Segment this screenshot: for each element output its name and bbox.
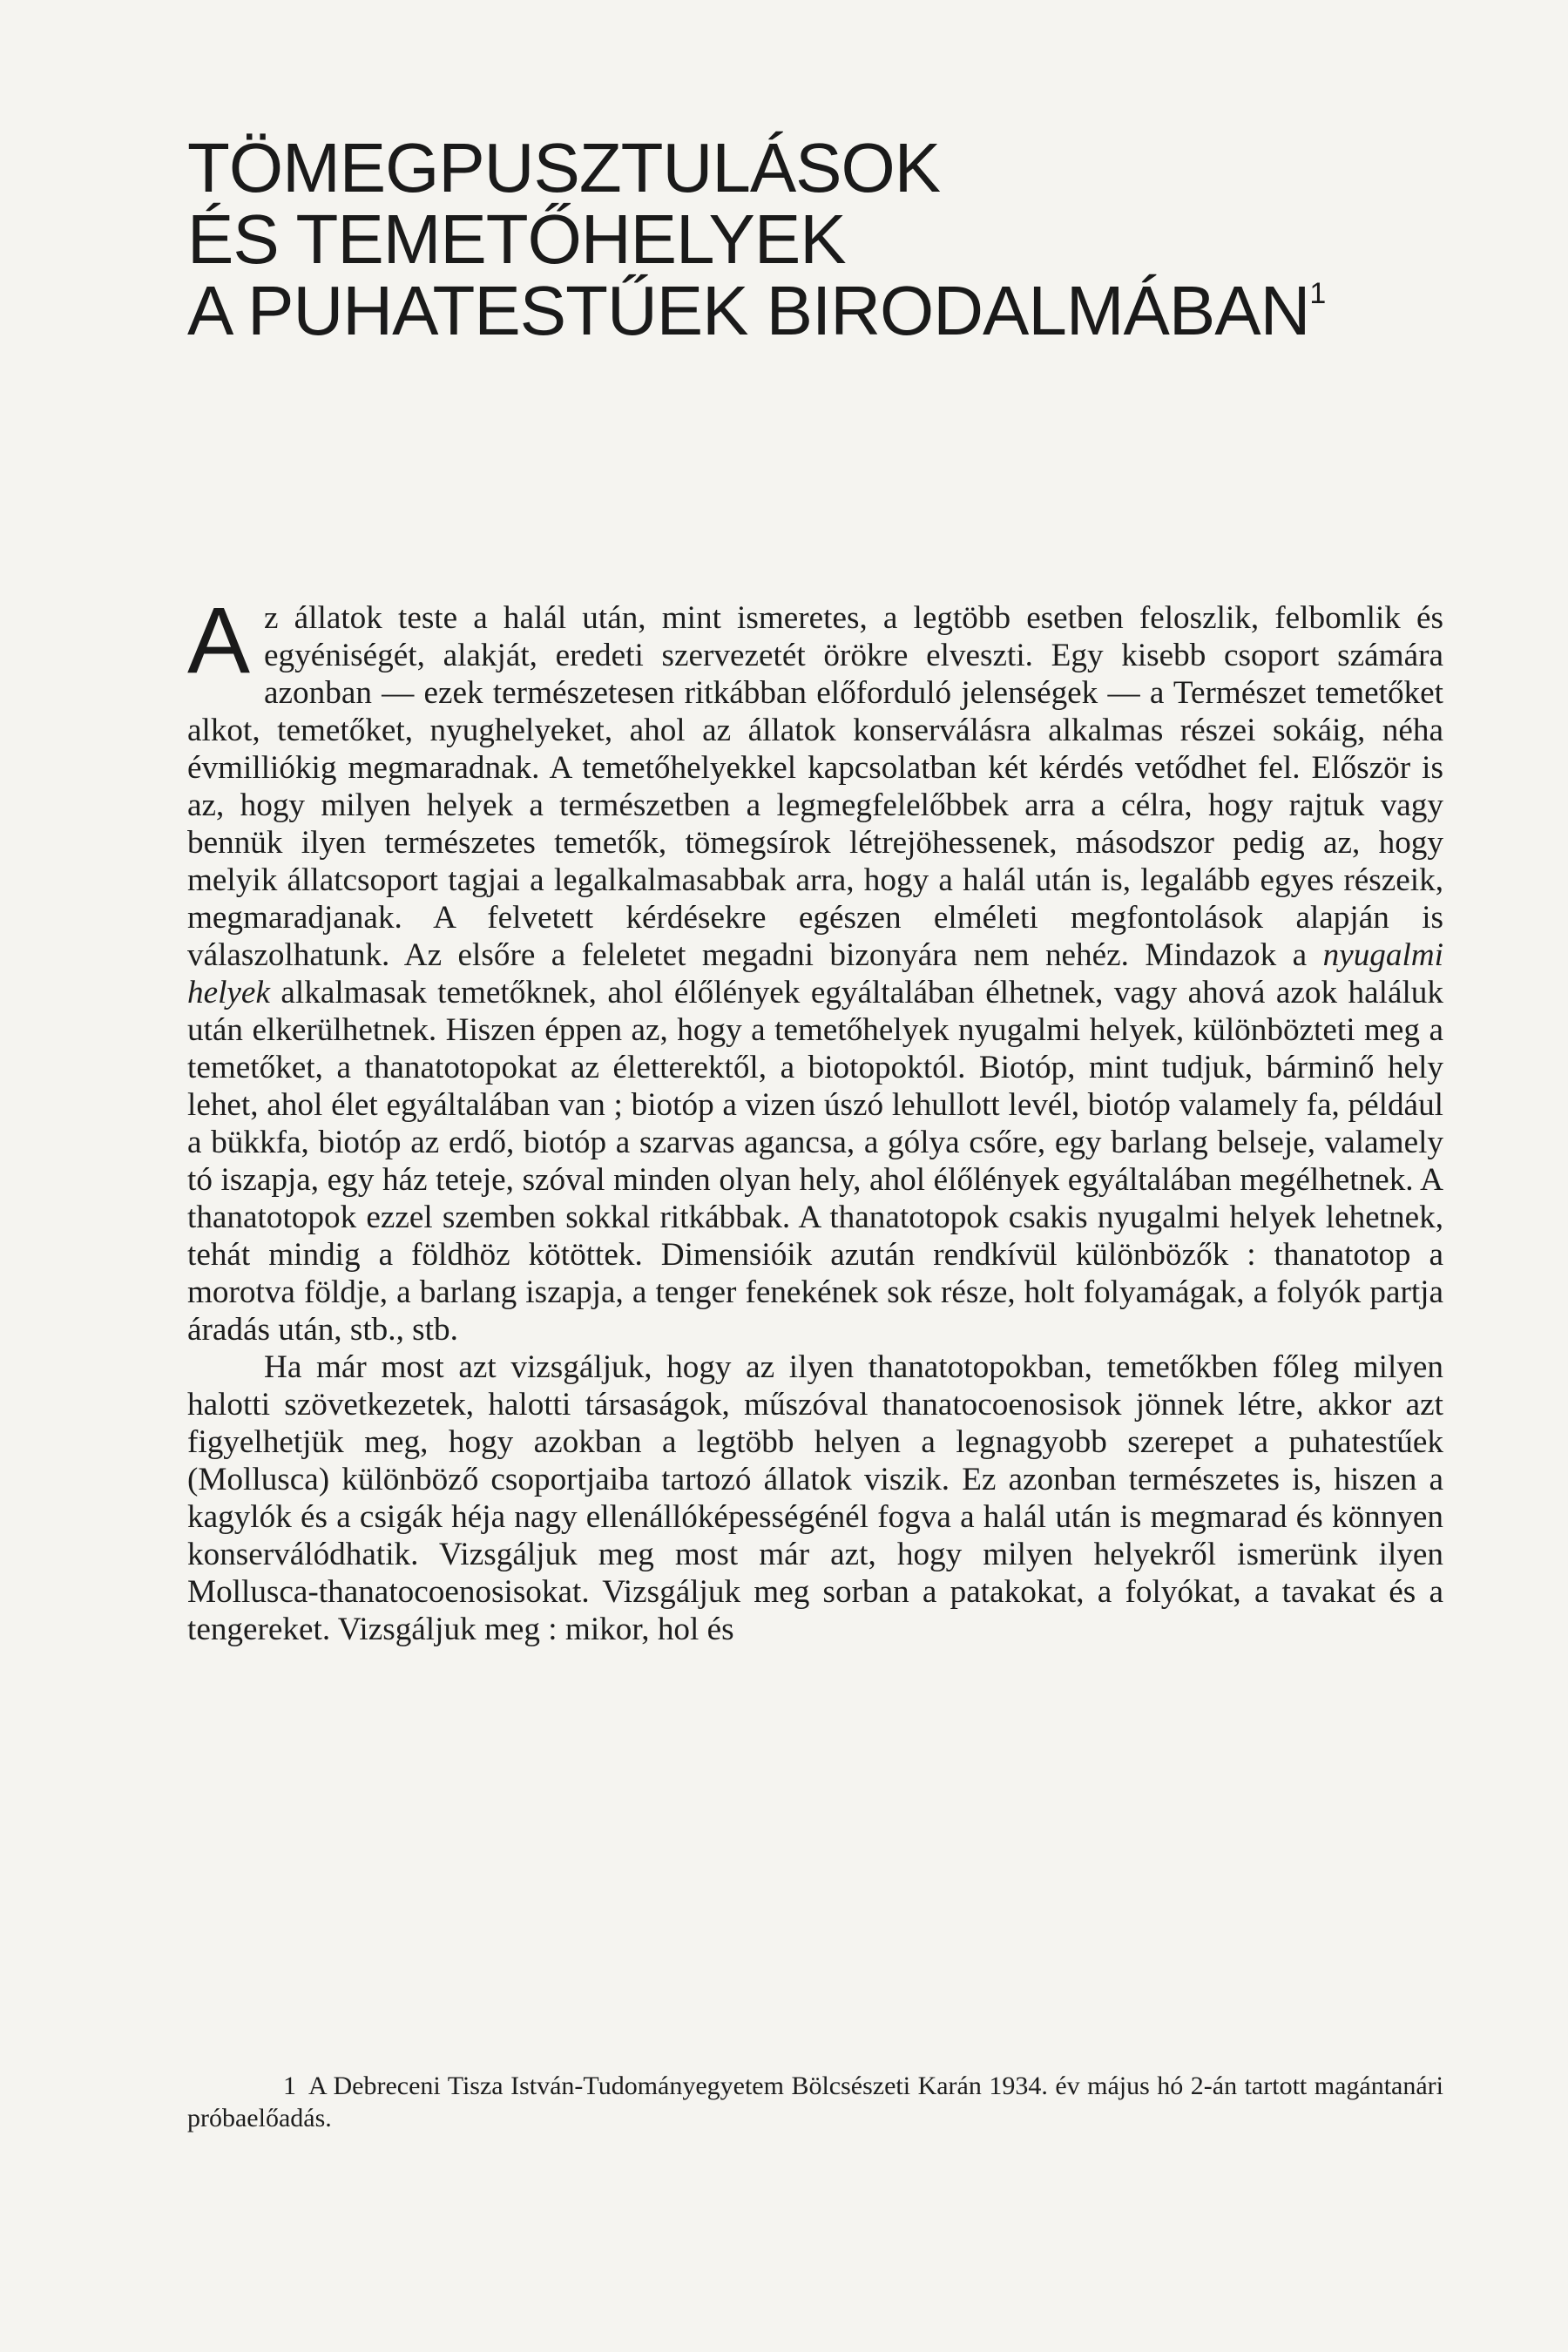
paragraph-1	[187, 587, 1443, 1348]
chapter-title	[187, 129, 1407, 349]
title-line-3-text: A PUHATESTŰEK BIRODALMÁBAN	[187, 272, 1310, 349]
paragraph-2: Ha már most azt vizsgáljuk, hogy az ilyen thanatotopokban, temetőkben főleg milyen halotti szövetkezetek, halotti társaságok, műszóval thanatocoenosisok jönnek létre, akkor azt figyelhetjük meg, hogy azokban a legtöbb helyen a legnagyobb szerepet a puhatestűek (Mollusca) különböző csoportjaiba tartozó állatok viszik. Ez azonban természetes is, hiszen a kagylók és a csigák héja nagy ellenállóképességénél fogva a halál után is megmarad és könnyen konserválódhatik. Vizsgáljuk meg most már azt, hogy milyen helyekről ismerünk ilyen Mollusca-thanatocoenosisokat. Vizsgáljuk meg sorban a patakokat, a folyókat, a tavakat és a tengereket. Vizsgáljuk meg : mikor, hol és	[187, 1349, 1443, 1647]
title-line-1: TÖMEGPUSZTULÁSOK	[187, 129, 941, 206]
title-line-2: ÉS TEMETŐHELYEK	[187, 200, 846, 278]
paragraph-1-part-2: alkalmasak temetőknek, ahol élőlények egyáltalában élhetnek, vagy ahová azok haláluk után elkerülhetnek. Hiszen éppen az, hogy a temetőhelyek nyugalmi helyek, különbözteti meg a temetőket, a thanatotopokat az életterektől, a biotopoktól. Biotóp, mint tudjuk, bárminő hely lehet, ahol élet egyáltalában van ; biotóp a vizen úszó lehullott levél, biotóp valamely fa, például a bükkfa, biotóp az erdő, biotóp a szarvas agancsa, a gólya csőre, egy barlang belseje, valamely tó iszapja, egy ház teteje, szóval minden olyan hely, ahol élőlények egyáltalában megélhetnek. A thanatotopok ezzel szemben sokkal ritkábbak. A thanatotopok csakis nyugalmi helyek lehetnek, tehát mindig a földhöz kötöttek. Dimensióik azután rendkívül különbözők : thanatotop a morotva földje, a barlang iszapja, a tenger fenekének sok része, holt folyamágak, a folyók partja áradás után, stb., stb.	[187, 975, 1443, 1348]
body-text	[187, 587, 1443, 1648]
footnote	[187, 2070, 1443, 2134]
title-line-3	[187, 272, 1407, 349]
paragraph-1-part-1: z állatok teste a halál után, mint ismeretes, a legtöbb esetben feloszlik, felbomlik és egyéniségét, alakját, eredeti szervezetét örökre elveszti. Egy kisebb csoport számára azonban — ezek természetesen ritkábban előforduló jelenségek — a Természet temetőket alkot, temetőket, nyughelyeket, ahol az állatok konserválásra alkalmas részei sokáig, néha évmilliókig megmaradnak. A temetőhelyekkel kapcsolatban két kérdés vetődhet fel. Először is az, hogy milyen helyek a természetben a legmegfelelőbbek arra a célra, hogy rajtuk vagy bennük ilyen természetes temetők, tömegsírok létrejöhessenek, másodszor pedig az, hogy melyik állatcsoport tagjai a legalkalmasabbak arra, hogy a halál után is, legalább egyes részeik, megmaradjanak. A felvetett kérdésekre egészen elméleti megfontolások alapján is válaszolhatunk. Az elsőre a feleletet megadni bizonyára nem nehéz. Mindazok a	[187, 600, 1443, 973]
footnote-mark: 1	[283, 2072, 296, 2100]
footnote-text: A Debreceni Tisza István-Tudományegyetem Bölcsészeti Karán 1934. év május hó 2-án tartott magántanári próbaelőadás.	[187, 2072, 1443, 2132]
paragraph-1-italic: nyugalmi helyek	[187, 937, 1443, 1010]
drop-cap: A	[187, 587, 251, 693]
title-footnote-ref: 1	[1309, 277, 1326, 310]
